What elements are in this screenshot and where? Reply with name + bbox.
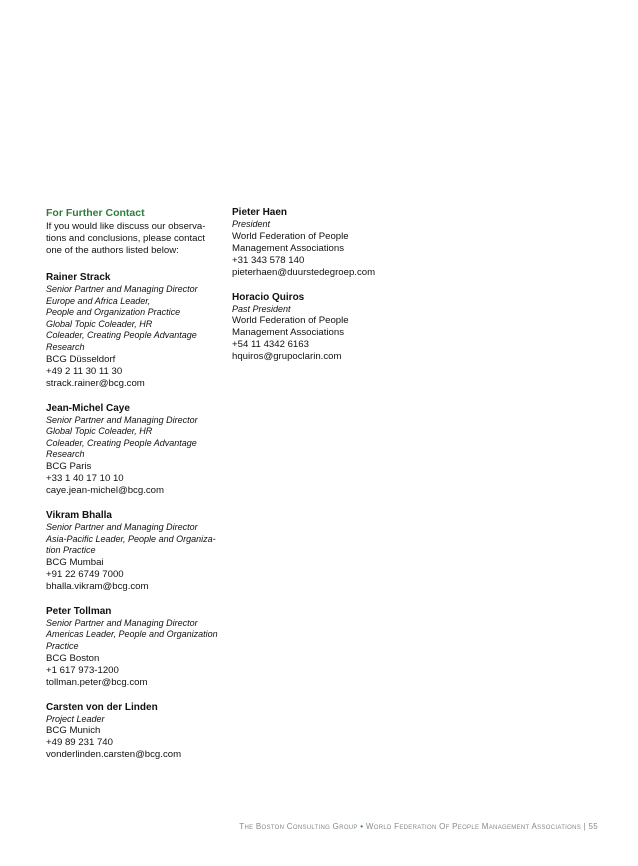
author-detail: BCG Paris bbox=[46, 460, 92, 472]
author-role: Senior Partner and Managing Director bbox=[46, 414, 198, 425]
page-footer bbox=[239, 822, 598, 831]
left-column bbox=[46, 207, 224, 774]
page-number: 55 bbox=[588, 822, 598, 831]
contact-intro bbox=[46, 221, 224, 257]
author-email[interactable]: strack.rainer@bcg.com bbox=[46, 377, 145, 389]
author-name: Rainer Strack bbox=[46, 272, 111, 283]
author-name: Horacio Quiros bbox=[232, 291, 305, 303]
footer-org-bcg: The Boston Consulting Group bbox=[239, 822, 358, 831]
author-block bbox=[46, 606, 224, 689]
author-role: tion Practice bbox=[46, 545, 96, 556]
author-detail: +91 22 6749 7000 bbox=[46, 568, 124, 580]
author-detail: BCG Munich bbox=[46, 725, 101, 737]
right-column bbox=[232, 207, 432, 376]
author-detail: +31 343 578 140 bbox=[232, 254, 305, 266]
footer-org-wfpma: World Federation Of People Management Associations bbox=[365, 822, 582, 831]
author-role: Coleader, Creating People Advantage bbox=[46, 437, 197, 448]
author-block bbox=[232, 292, 432, 364]
left-author-list bbox=[46, 272, 224, 761]
author-block bbox=[232, 207, 432, 279]
author-detail: Management Associations bbox=[232, 327, 344, 339]
author-block bbox=[46, 702, 224, 762]
intro-line: tions and conclusions, please contact bbox=[46, 233, 205, 244]
contact-heading: For Further Contact bbox=[46, 207, 145, 219]
author-block bbox=[46, 403, 224, 497]
author-detail: World Federation of People bbox=[232, 230, 349, 242]
author-email[interactable]: tollman.peter@bcg.com bbox=[46, 676, 148, 688]
intro-line: If you would like discuss our observa- bbox=[46, 221, 206, 232]
author-email[interactable]: bhalla.vikram@bcg.com bbox=[46, 580, 149, 592]
author-role: Practice bbox=[46, 640, 79, 651]
author-block bbox=[46, 510, 224, 593]
author-detail: BCG Boston bbox=[46, 652, 100, 664]
intro-line: one of the authors listed below: bbox=[46, 245, 179, 256]
author-role: People and Organization Practice bbox=[46, 307, 181, 318]
footer-bullet: • bbox=[360, 822, 364, 831]
author-role: Global Topic Coleader, HR bbox=[46, 318, 153, 329]
author-block bbox=[46, 272, 224, 390]
author-detail: +33 1 40 17 10 10 bbox=[46, 472, 124, 484]
author-detail: +54 11 4342 6163 bbox=[232, 339, 309, 351]
author-detail: Management Associations bbox=[232, 242, 344, 254]
author-role: Americas Leader, People and Organization bbox=[46, 629, 218, 640]
author-role: Asia-Pacific Leader, People and Organiza- bbox=[46, 533, 216, 544]
author-role: Research bbox=[46, 449, 85, 460]
author-name: Vikram Bhalla bbox=[46, 509, 112, 521]
author-role: Senior Partner and Managing Director bbox=[46, 284, 198, 294]
author-name: Pieter Haen bbox=[232, 207, 288, 218]
author-detail: BCG Düsseldorf bbox=[46, 353, 116, 365]
author-email[interactable]: hquiros@grupoclarin.com bbox=[232, 351, 342, 363]
author-role: Europe and Africa Leader, bbox=[46, 295, 151, 306]
author-name: Peter Tollman bbox=[46, 605, 112, 617]
author-detail: +1 617 973-1200 bbox=[46, 664, 119, 676]
author-role: Coleader, Creating People Advantage bbox=[46, 330, 197, 341]
author-role: Research bbox=[46, 341, 85, 352]
author-role: Senior Partner and Managing Director bbox=[46, 617, 198, 628]
author-detail: +49 89 231 740 bbox=[46, 737, 113, 749]
author-role: President bbox=[232, 219, 271, 229]
author-role: Project Leader bbox=[46, 713, 105, 724]
author-detail: +49 2 11 30 11 30 bbox=[46, 365, 123, 377]
author-detail: World Federation of People bbox=[232, 315, 349, 327]
author-role: Past President bbox=[232, 303, 291, 314]
author-role: Senior Partner and Managing Director bbox=[46, 521, 198, 532]
author-name: Jean-Michel Caye bbox=[46, 402, 130, 414]
right-author-list bbox=[232, 207, 432, 363]
author-email[interactable]: caye.jean-michel@bcg.com bbox=[46, 484, 164, 496]
author-email[interactable]: pieterhaen@duurstedegroep.com bbox=[232, 266, 376, 278]
footer-separator: | bbox=[583, 822, 586, 831]
author-detail: BCG Mumbai bbox=[46, 556, 104, 568]
author-name: Carsten von der Linden bbox=[46, 701, 158, 713]
author-email[interactable]: vonderlinden.carsten@bcg.com bbox=[46, 749, 182, 761]
author-role: Global Topic Coleader, HR bbox=[46, 426, 153, 437]
